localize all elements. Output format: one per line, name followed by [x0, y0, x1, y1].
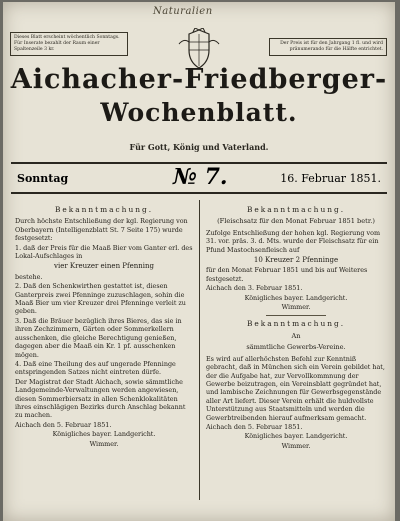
left-court-signoff: Königliches bayer. Landgericht. [52, 430, 156, 439]
left-paragraph-intro: Durch höchste Entschließung der kgl. Regierung von Oberbayern (Intelligenzblatt St. 7 Seite 175) wurde festgesetzt: [15, 217, 188, 243]
right-announcement2-an: An [291, 331, 301, 340]
left-item-1-end: bestehe. [15, 272, 43, 281]
left-item-1-price: vier Kreuzer einen Pfenning [54, 262, 154, 271]
right-announcement2-subhead: sämmtliche Gewerbs-Vereine. [246, 343, 346, 352]
left-column [15, 206, 193, 448]
right-announcement2-body: Es wird auf allerhöchsten Befehl zur Kenntniß gebracht, daß in München sich ein Verein gebildet hat, der die Aufgabe hat, zur Vervollkommnung der Gewerbe beizutragen, ein Vereinsblatt gegründet hat, und lambische Zeichnungen für Gewerbsgegenstände aller Art liefert. Dieser Verein erhält die huldvollste Unterstützung aus Staatsmitteln und werden die Gewerbtreibenden hierauf aufmerksam gemacht. [206, 354, 385, 422]
announcement-divider [266, 315, 326, 316]
right-announcement-heading: Bekanntmachung. [246, 205, 346, 214]
left-item-3: 3. Daß die Bräuer bezüglich ihres Bieres, das sie in ihren Zechzimmern, Gärten oder Sommerkellern ausschenken, die gleiche Berechtigung genießen, dagegen aber die Maaß ein Kr. 1 pf. ausschenken mögen. [15, 316, 182, 359]
left-item-2: 2. Daß den Schenkwirthen gestattet ist, diesen Ganterpreis zwei Pfenninge zuzuschlagen, sohin die Maaß Bier um vier Kreuzer drei Pfenninge verleit zu geben. [15, 282, 186, 316]
left-closing: Der Magistrat der Stadt Aichach, sowie sämmtliche Landgemeinde-Verwaltungen werden angewiesen, diesen Sommerbiersatz in allen Schenklokalitäten ihres einschlägigen Bezirks durch Anschlag bekannt zu machen. [15, 377, 186, 420]
weekday: Sonntag [17, 172, 69, 185]
dateline [13, 166, 385, 190]
issue-number: № 7. [173, 164, 228, 190]
right2-place-date: Aichach den 5. Februar 1851. [206, 422, 303, 431]
header-rule-bottom [11, 192, 387, 194]
masthead-title-line1: Aichacher-Friedberger- [10, 64, 388, 95]
right2-court-signoff: Königliches bayer. Landgericht. [244, 432, 348, 441]
left-item-1: 1. daß der Preis für die Maaß Bier vom Ganter erl. des Lokal-Aufschlages in [15, 243, 193, 261]
handwritten-note: Naturalien [153, 6, 213, 17]
left-announcement-heading: Bekanntmachung. [54, 205, 154, 214]
newspaper-page [3, 2, 395, 521]
right-court-signoff: Königliches bayer. Landgericht. [244, 293, 348, 302]
left-item-4: 4. Daß eine Theilung des auf ungerade Pfenninge entspringenden Satzes nicht eintreten dürfe. [15, 359, 176, 377]
price-notice-text: Der Preis ist für den Jahrgang 1 fl. und wird pränumerando für die Hälfte entrichtet. [280, 41, 383, 52]
right-announcement-subhead: (Fleischsatz für den Monat Februar 1851 betr.) [217, 217, 375, 226]
right-column [206, 206, 386, 450]
masthead-title-line2: Wochenblatt. [100, 98, 298, 127]
publication-notice-box [10, 32, 128, 56]
left-place-date: Aichach den 5. Februar 1851. [15, 420, 112, 429]
right-price: 10 Kreuzer 2 Pfenninge [253, 256, 339, 265]
right-paragraph-1: Zufolge Entschließung der hohen kgl. Regierung vom 31. vor. präs. 3. d. Mts. wurde der Fleischsatz für ein Pfund Mastochsenfleisch auf [206, 228, 381, 254]
left-signature: Wimmer. [89, 439, 119, 448]
column-separator [199, 200, 200, 500]
right-place-date: Aichach den 3. Februar 1851. [206, 284, 303, 293]
issue-date: 16. Februar 1851. [280, 172, 381, 185]
right-signature: Wimmer. [281, 303, 311, 312]
right2-signature: Wimmer. [281, 441, 311, 450]
publication-notice-text: Dieses Blatt erscheint wöchentlich Sonntags. Für Inserate bezahlt der Raum einer Spaltenzeile 3 kr. [14, 35, 120, 52]
price-notice-box [269, 38, 387, 56]
right-paragraph-2: für den Monat Februar 1851 und bis auf Weiteres festgesetzt. [206, 266, 368, 283]
masthead-motto: Für Gott, König und Vaterland. [129, 142, 269, 152]
right-announcement2-heading: Bekanntmachung. [246, 319, 346, 329]
